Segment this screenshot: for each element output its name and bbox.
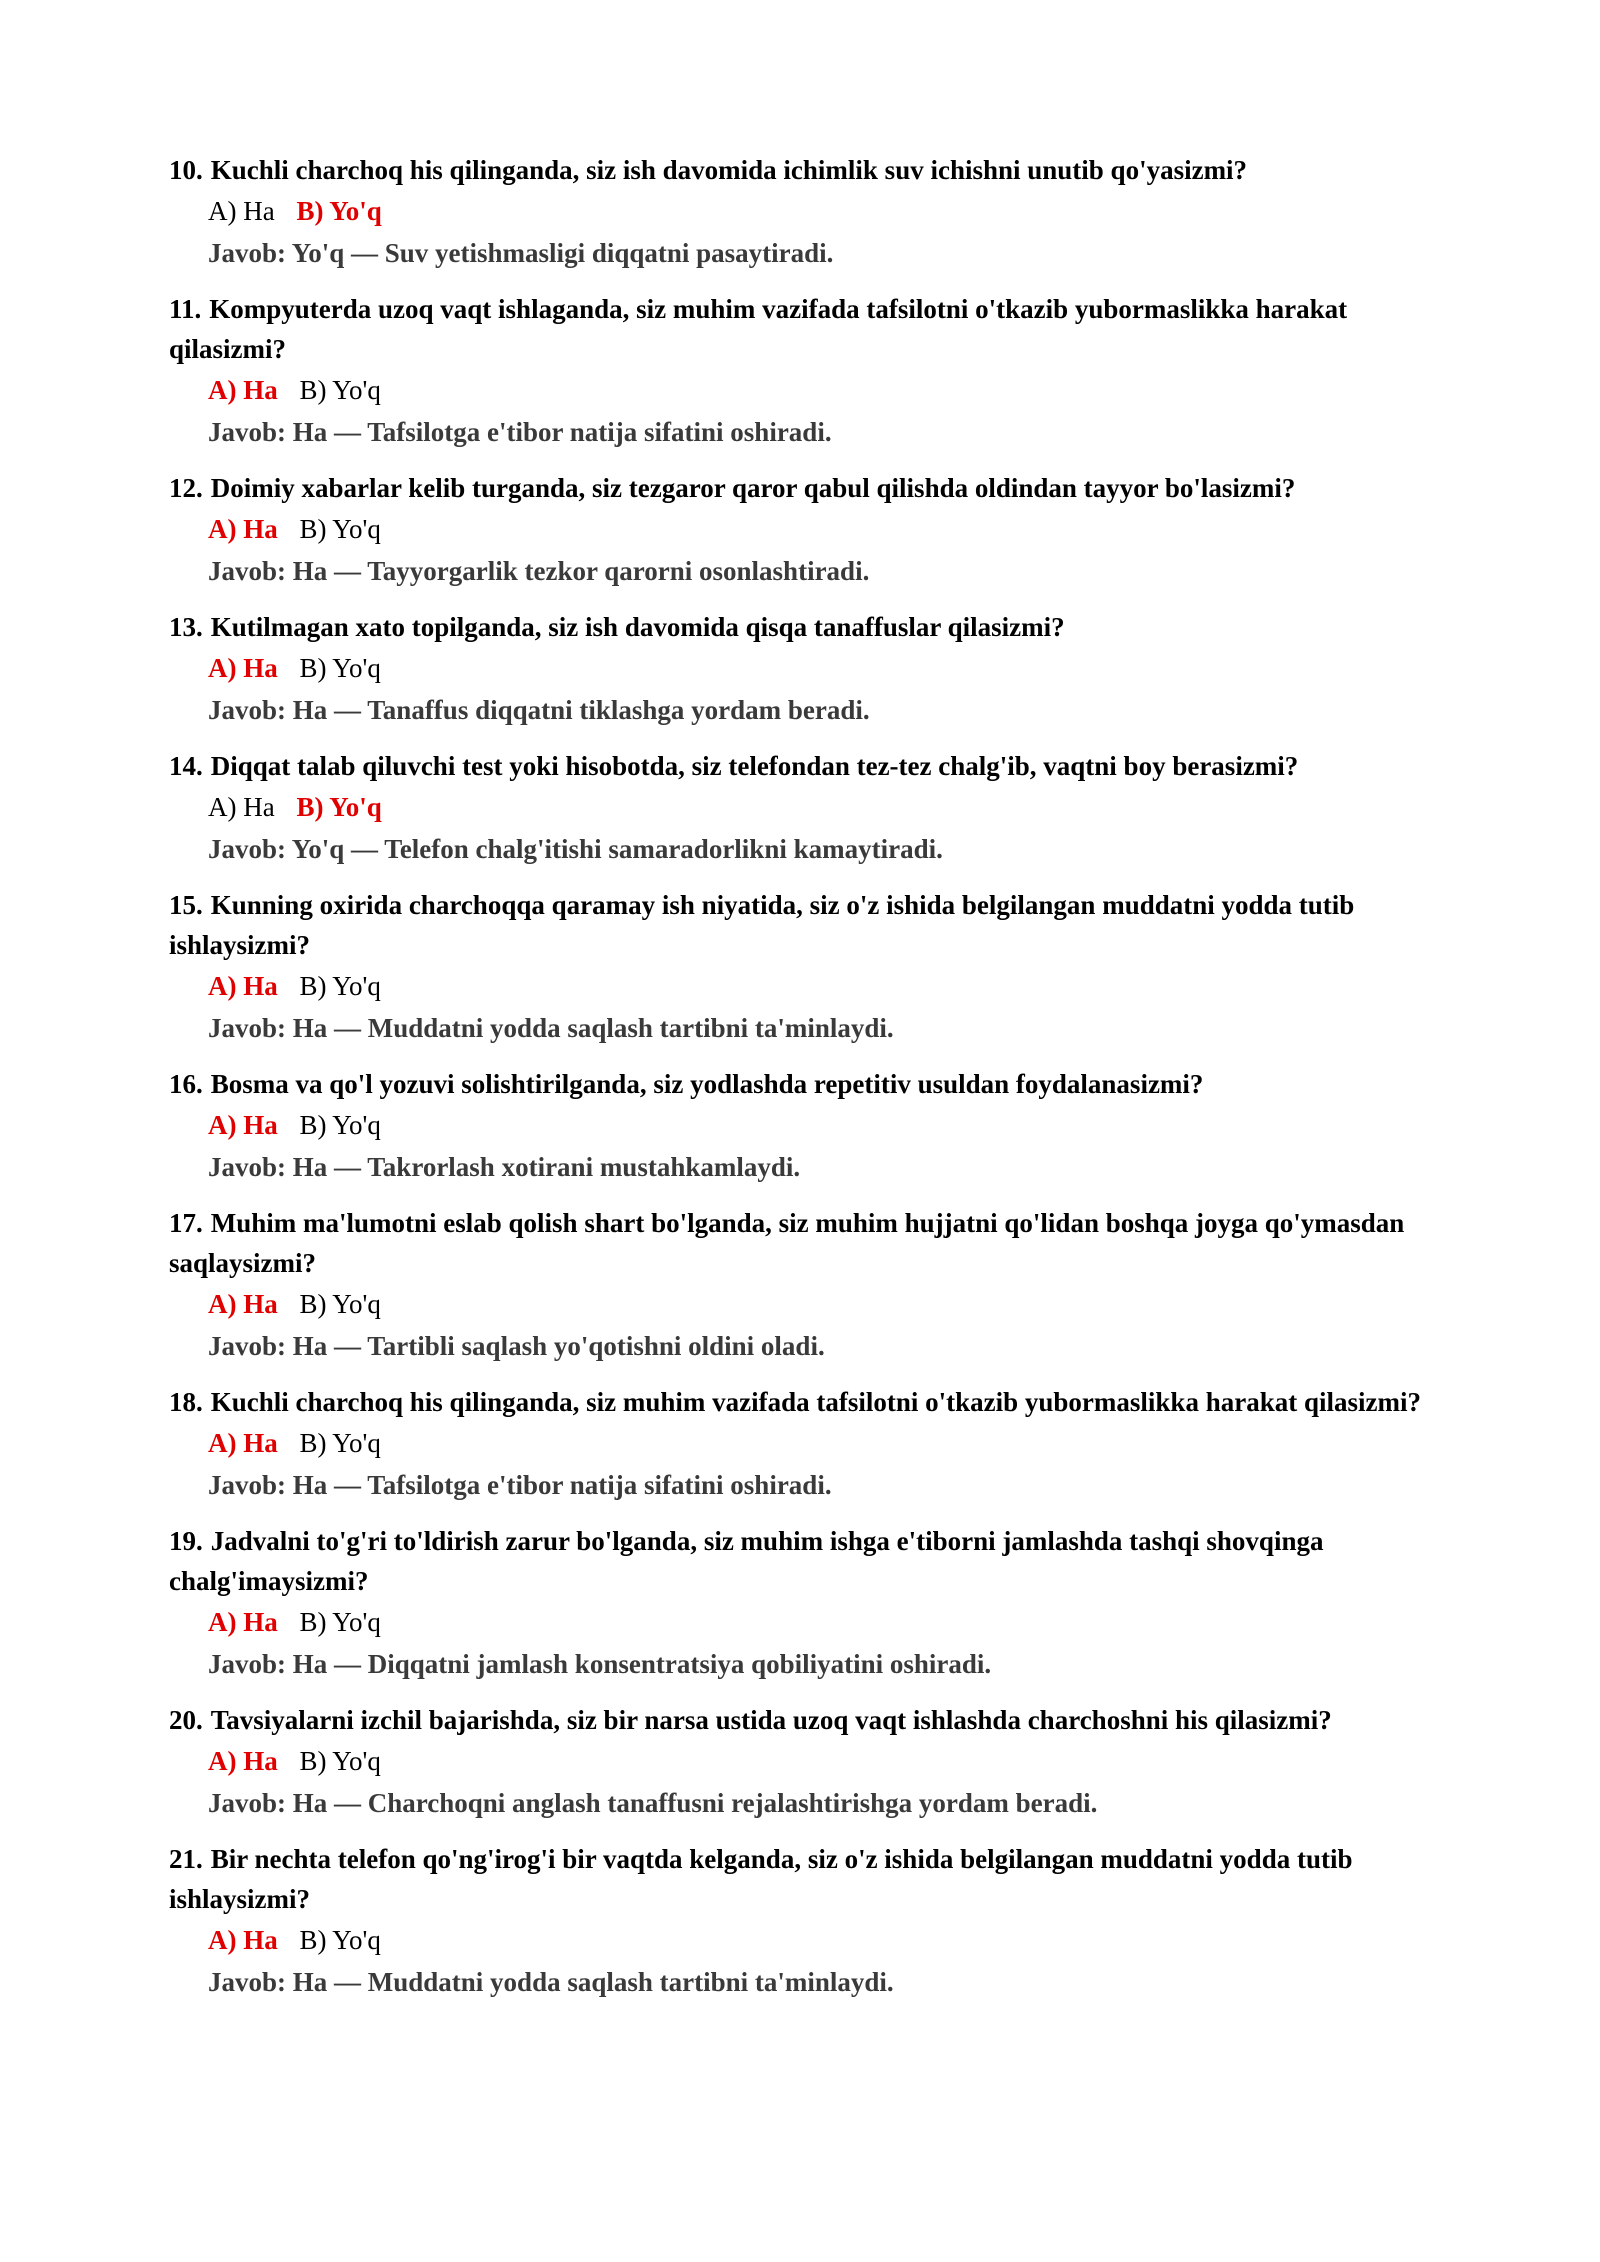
question-text <box>169 1839 1431 1919</box>
question-body: Kuchli charchoq his qilinganda, siz ish davomida ichimlik suv ichishni unutib qo'yasizmi? <box>210 155 1248 185</box>
option-b: B) Yo'q <box>299 1746 381 1776</box>
options-row <box>169 965 1431 1007</box>
option-a: A) Ha <box>208 1925 278 1955</box>
question-number: 21. <box>169 1844 203 1874</box>
option-b: B) Yo'q <box>299 1110 381 1140</box>
answer-text: Javob: Ha — Charchoqni anglash tanaffusni rejalashtirishga yordam beradi. <box>208 1788 1098 1818</box>
question-number: 10. <box>169 155 203 185</box>
question-body: Bir nechta telefon qo'ng'irog'i bir vaqtda kelganda, siz o'z ishida belgilangan muddatni yodda tutib ishlaysizmi? <box>169 1844 1353 1914</box>
question-body: Doimiy xabarlar kelib turganda, siz tezgaror qaror qabul qilishda oldindan tayyor bo'lasizmi? <box>210 473 1296 503</box>
answer-text: Javob: Yo'q — Telefon chalg'itishi samaradorlikni kamaytiradi. <box>208 834 943 864</box>
answer-text: Javob: Ha — Muddatni yodda saqlash tartibni ta'minlaydi. <box>208 1013 894 1043</box>
question-number: 14. <box>169 751 203 781</box>
options-row <box>169 190 1431 232</box>
question-number: 17. <box>169 1208 203 1238</box>
option-a: A) Ha <box>208 792 275 822</box>
question-body: Jadvalni to'g'ri to'ldirish zarur bo'lganda, siz muhim ishga e'tiborni jamlashda tashqi shovqinga chalg'imaysizmi? <box>169 1526 1324 1596</box>
option-b: B) Yo'q <box>296 792 382 822</box>
question-text <box>169 885 1431 965</box>
options-row <box>169 786 1431 828</box>
option-a: A) Ha <box>208 653 278 683</box>
question-item <box>169 150 1431 274</box>
option-a: A) Ha <box>208 1110 278 1140</box>
option-a: A) Ha <box>208 1289 278 1319</box>
question-text <box>169 607 1431 647</box>
question-number: 11. <box>169 294 202 324</box>
question-list <box>169 150 1431 2003</box>
question-number: 12. <box>169 473 203 503</box>
options-row <box>169 1104 1431 1146</box>
answer-text: Javob: Ha — Tartibli saqlash yo'qotishni oldini oladi. <box>208 1331 825 1361</box>
option-b: B) Yo'q <box>299 971 381 1001</box>
question-item <box>169 1521 1431 1685</box>
question-text <box>169 1203 1431 1283</box>
question-body: Kunning oxirida charchoqqa qaramay ish niyatida, siz o'z ishida belgilangan muddatni yodda tutib ishlaysizmi? <box>169 890 1355 960</box>
options-row <box>169 1740 1431 1782</box>
question-text <box>169 746 1431 786</box>
question-text <box>169 1382 1431 1422</box>
question-text <box>169 1064 1431 1104</box>
options-row <box>169 1422 1431 1464</box>
option-a: A) Ha <box>208 1607 278 1637</box>
option-b: B) Yo'q <box>299 1607 381 1637</box>
option-a: A) Ha <box>208 1746 278 1776</box>
question-item <box>169 607 1431 731</box>
answer-text: Javob: Ha — Diqqatni jamlash konsentratsiya qobiliyatini oshiradi. <box>208 1649 992 1679</box>
question-body: Kompyuterda uzoq vaqt ishlaganda, siz muhim vazifada tafsilotni o'tkazib yubormaslikka harakat qilasizmi? <box>169 294 1348 364</box>
question-number: 19. <box>169 1526 203 1556</box>
answer-text: Javob: Ha — Tafsilotga e'tibor natija sifatini oshiradi. <box>208 1470 832 1500</box>
question-item <box>169 1064 1431 1188</box>
answer-text: Javob: Ha — Muddatni yodda saqlash tartibni ta'minlaydi. <box>208 1967 894 1997</box>
question-body: Tavsiyalarni izchil bajarishda, siz bir narsa ustida uzoq vaqt ishlashda charchoshni his qilasizmi? <box>210 1705 1332 1735</box>
option-b: B) Yo'q <box>299 653 381 683</box>
answer-text: Javob: Ha — Tafsilotga e'tibor natija sifatini oshiradi. <box>208 417 832 447</box>
option-b: B) Yo'q <box>299 514 381 544</box>
option-a: A) Ha <box>208 1428 278 1458</box>
option-a: A) Ha <box>208 971 278 1001</box>
options-row <box>169 647 1431 689</box>
question-text <box>169 289 1431 369</box>
question-body: Diqqat talab qiluvchi test yoki hisobotda, siz telefondan tez-tez chalg'ib, vaqtni boy berasizmi? <box>210 751 1299 781</box>
question-text <box>169 468 1431 508</box>
options-row <box>169 1919 1431 1961</box>
option-a: A) Ha <box>208 514 278 544</box>
answer-text: Javob: Ha — Tayyorgarlik tezkor qarorni osonlashtiradi. <box>208 556 870 586</box>
question-text <box>169 150 1431 190</box>
question-item <box>169 1700 1431 1824</box>
options-row <box>169 369 1431 411</box>
question-item <box>169 746 1431 870</box>
question-number: 15. <box>169 890 203 920</box>
question-item <box>169 1203 1431 1367</box>
option-b: B) Yo'q <box>296 196 382 226</box>
question-item <box>169 1839 1431 2003</box>
option-b: B) Yo'q <box>299 1925 381 1955</box>
question-text <box>169 1521 1431 1601</box>
question-number: 16. <box>169 1069 203 1099</box>
question-item <box>169 468 1431 592</box>
question-item <box>169 289 1431 453</box>
answer-text: Javob: Yo'q — Suv yetishmasligi diqqatni pasaytiradi. <box>208 238 834 268</box>
option-b: B) Yo'q <box>299 375 381 405</box>
question-item <box>169 1382 1431 1506</box>
option-b: B) Yo'q <box>299 1289 381 1319</box>
option-a: A) Ha <box>208 196 275 226</box>
options-row <box>169 1283 1431 1325</box>
question-body: Bosma va qo'l yozuvi solishtirilganda, siz yodlashda repetitiv usuldan foydalanasizmi? <box>210 1069 1204 1099</box>
question-body: Kuchli charchoq his qilinganda, siz muhim vazifada tafsilotni o'tkazib yubormaslikka harakat qilasizmi? <box>210 1387 1421 1417</box>
answer-text: Javob: Ha — Takrorlash xotirani mustahkamlaydi. <box>208 1152 801 1182</box>
question-number: 13. <box>169 612 203 642</box>
question-body: Muhim ma'lumotni eslab qolish shart bo'lganda, siz muhim hujjatni qo'lidan boshqa joyga qo'ymasdan saqlaysizmi? <box>169 1208 1405 1278</box>
question-body: Kutilmagan xato topilganda, siz ish davomida qisqa tanaffuslar qilasizmi? <box>210 612 1065 642</box>
answer-text: Javob: Ha — Tanaffus diqqatni tiklashga yordam beradi. <box>208 695 870 725</box>
question-item <box>169 885 1431 1049</box>
option-b: B) Yo'q <box>299 1428 381 1458</box>
options-row <box>169 1601 1431 1643</box>
option-a: A) Ha <box>208 375 278 405</box>
question-number: 20. <box>169 1705 203 1735</box>
question-text <box>169 1700 1431 1740</box>
document-page <box>169 150 1431 2018</box>
options-row <box>169 508 1431 550</box>
question-number: 18. <box>169 1387 203 1417</box>
